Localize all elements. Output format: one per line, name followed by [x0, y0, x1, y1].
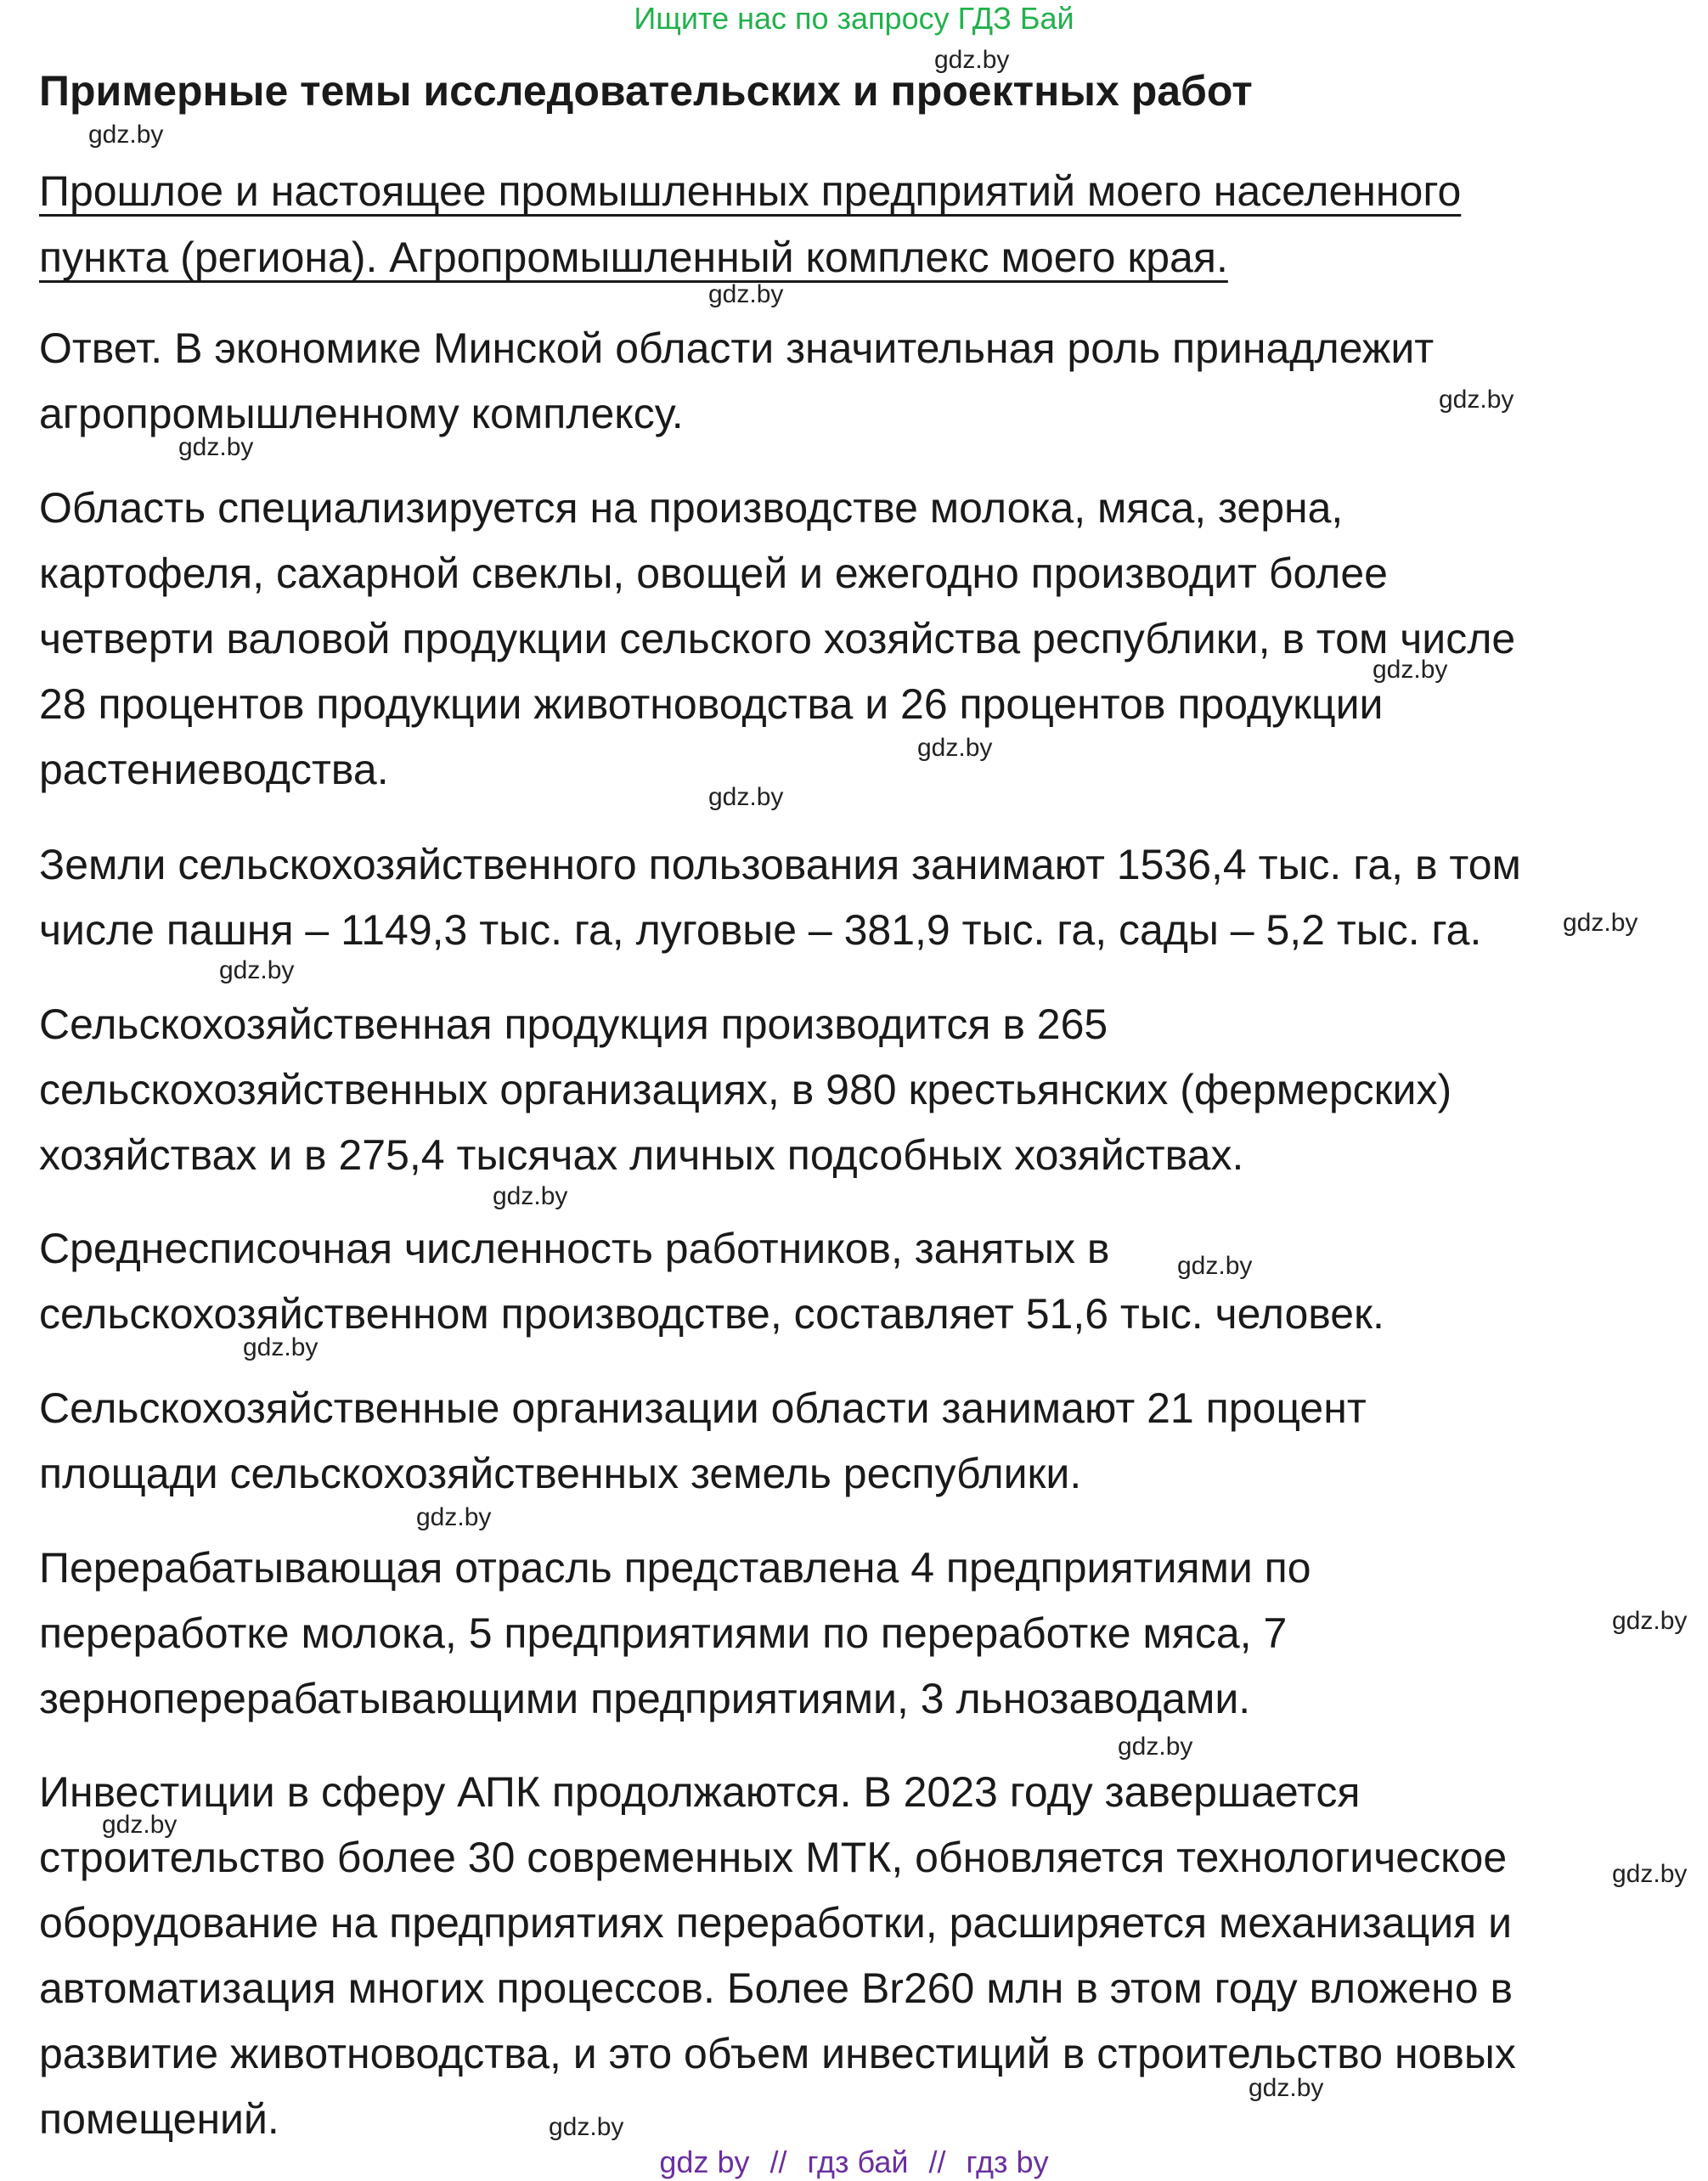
text-line: строительство более 30 современных МТК, обновляется технологическое: [39, 1834, 1508, 1881]
text-line: Ответ. В экономике Минской области значительная роль принадлежит: [39, 324, 1435, 372]
topic-heading: [39, 158, 1461, 290]
watermark: gdz.by: [1439, 386, 1514, 414]
text-line: Сельскохозяйственные организации области занимают 21 процент: [39, 1384, 1367, 1432]
watermark: gdz.by: [88, 121, 164, 149]
paragraph-answer: [39, 316, 1434, 447]
text-line: хозяйствах и в 275,4 тысячах личных подсобных хозяйствах.: [39, 1131, 1244, 1179]
text-line: Сельскохозяйственная продукция производится в 265: [39, 1000, 1108, 1048]
watermark: gdz.by: [708, 783, 784, 811]
top-banner[interactable]: Ищите нас по запросу ГДЗ Бай: [634, 1, 1074, 36]
topic-line: Прошлое и настоящее промышленных предприятий моего населенного: [39, 167, 1462, 215]
watermark: gdz.by: [1177, 1252, 1253, 1280]
watermark: gdz.by: [1118, 1733, 1193, 1761]
text-line: сельскохозяйственном производстве, составляет 51,6 тыс. человек.: [39, 1290, 1384, 1338]
text-line: помещений.: [39, 2095, 279, 2143]
watermark: gdz.by: [934, 46, 1010, 74]
text-line: Область специализируется на производстве молока, мяса, зерна,: [39, 484, 1344, 532]
watermark: gdz.by: [708, 280, 784, 308]
paragraph-organizations: [39, 1376, 1367, 1507]
footer-separator: //: [769, 2144, 787, 2179]
paragraph-processing: [39, 1536, 1311, 1732]
text-line: Земли сельскохозяйственного пользования занимают 1536,4 тыс. га, в том: [39, 841, 1521, 888]
paragraph-land: [39, 832, 1521, 963]
text-line: зерноперерабатывающими предприятиями, 3 льнозаводами.: [39, 1675, 1251, 1722]
watermark: gdz.by: [1612, 1860, 1688, 1888]
footer-link-gdz-by-cyr[interactable]: гдз by: [966, 2144, 1049, 2179]
footer-link-gdz-by[interactable]: gdz by: [659, 2144, 750, 2179]
text-line: сельскохозяйственных организациях, в 980 крестьянских (фермерских): [39, 1066, 1452, 1113]
text-line: переработке молока, 5 предприятиями по переработке мяса, 7: [39, 1609, 1288, 1657]
text-line: автоматизация многих процессов. Более Br260 млн в этом году вложено в: [39, 1964, 1514, 2012]
footer-link-gdz-bai[interactable]: гдз бай: [807, 2144, 909, 2179]
watermark: gdz.by: [416, 1503, 492, 1531]
text-line: четверти валовой продукции сельского хозяйства республики, в том числе: [39, 615, 1516, 662]
watermark: gdz.by: [243, 1333, 318, 1361]
paragraph-production: [39, 992, 1452, 1188]
watermark: gdz.by: [493, 1182, 568, 1210]
watermark: gdz.by: [917, 734, 993, 762]
watermark: gdz.by: [178, 433, 254, 461]
watermark: gdz.by: [1373, 656, 1448, 684]
watermark: gdz.by: [1612, 1607, 1688, 1635]
footer-separator: //: [928, 2144, 946, 2179]
watermark: gdz.by: [549, 2113, 624, 2141]
text-line: Среднесписочная численность работников, занятых в: [39, 1225, 1110, 1272]
text-line: оборудование на предприятиях переработки, расширяется механизация и: [39, 1899, 1513, 1947]
watermark: gdz.by: [1249, 2074, 1324, 2102]
text-line: Инвестиции в сферу АПК продолжаются. В 2023 году завершается: [39, 1768, 1361, 1816]
paragraph-workers: [39, 1216, 1384, 1347]
watermark: gdz.by: [1563, 909, 1638, 937]
text-line: развитие животноводства, и это объем инвестиций в строительство новых: [39, 2030, 1516, 2077]
text-line: площади сельскохозяйственных земель республики.: [39, 1450, 1082, 1497]
topic-line: пункта (региона). Агропромышленный комплекс моего края.: [39, 234, 1228, 281]
text-line: агропромышленному комплексу.: [39, 390, 684, 437]
text-line: картофеля, сахарной свеклы, овощей и ежегодно производит более: [39, 549, 1388, 597]
footer-links: [0, 2144, 1708, 2181]
text-line: числе пашня – 1149,3 тыс. га, луговые – 381,9 тыс. га, сады – 5,2 тыс. га.: [39, 906, 1482, 954]
text-line: Перерабатывающая отрасль представлена 4 предприятиями по: [39, 1544, 1311, 1592]
text-line: 28 процентов продукции животноводства и 26 процентов продукции: [39, 680, 1384, 728]
page-title: Примерные темы исследовательских и проектных работ: [39, 67, 1253, 115]
text-line: растениеводства.: [39, 746, 389, 793]
watermark: gdz.by: [219, 956, 295, 984]
watermark: gdz.by: [102, 1811, 178, 1839]
paragraph-specialization: [39, 476, 1515, 803]
